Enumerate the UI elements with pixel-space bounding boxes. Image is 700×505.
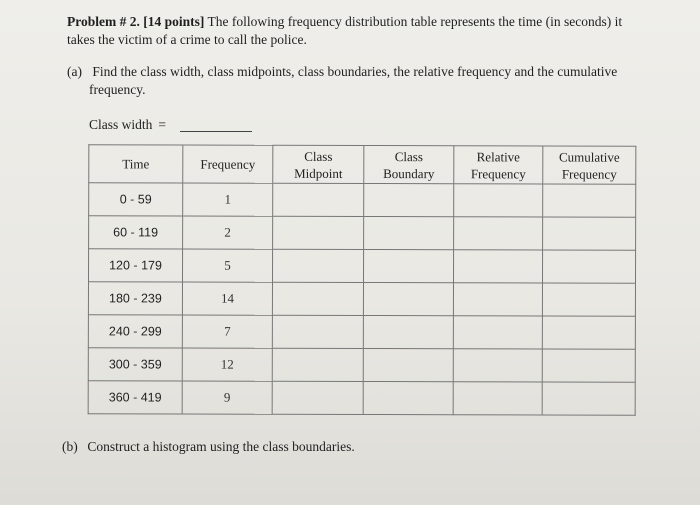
time-cell: 240 - 299	[88, 315, 182, 348]
relative-frequency-cell[interactable]	[453, 250, 542, 283]
column-header	[543, 146, 636, 184]
column-header	[273, 145, 364, 183]
column-header-line1: Cumulative	[558, 149, 620, 165]
column-header-line2: Frequency	[561, 166, 617, 182]
cumulative-frequency-cell[interactable]	[543, 217, 636, 250]
cumulative-frequency-cell[interactable]	[542, 250, 635, 283]
part-b-label: (b)	[62, 439, 78, 454]
problem-heading: Problem # 2. [14 points]	[67, 14, 205, 29]
class-midpoint-cell[interactable]	[272, 381, 363, 414]
table-row	[89, 183, 636, 217]
column-header	[183, 145, 273, 183]
relative-frequency-cell[interactable]	[454, 217, 543, 250]
frequency-cell: 12	[182, 348, 272, 381]
table-header-row	[89, 145, 636, 184]
part-b-instructions	[62, 438, 355, 456]
part-a-label: (a)	[67, 64, 82, 79]
part-b-text: Construct a histogram using the class boundaries.	[87, 439, 355, 454]
class-width-row	[89, 116, 252, 134]
class-boundary-cell[interactable]	[364, 184, 454, 217]
part-a-line1: Find the class width, class midpoints, class boundaries, the relative frequency and the cumulative	[92, 64, 618, 79]
frequency-cell: 1	[183, 183, 273, 216]
class-width-answer-blank[interactable]	[180, 119, 252, 132]
frequency-table	[88, 144, 637, 415]
cumulative-frequency-cell[interactable]	[542, 283, 635, 316]
column-header	[89, 145, 183, 183]
column-header-line1: Class	[304, 148, 333, 164]
class-boundary-cell[interactable]	[363, 316, 453, 349]
class-width-equals: =	[158, 117, 167, 132]
column-header-line1: Frequency	[200, 156, 256, 172]
class-midpoint-cell[interactable]	[272, 348, 363, 381]
class-boundary-cell[interactable]	[363, 283, 453, 316]
relative-frequency-cell[interactable]	[453, 382, 542, 415]
cumulative-frequency-cell[interactable]	[542, 316, 635, 349]
class-boundary-cell[interactable]	[363, 382, 453, 415]
column-header-line1: Time	[122, 156, 150, 172]
frequency-cell: 7	[182, 315, 272, 348]
frequency-cell: 2	[183, 216, 273, 249]
class-midpoint-cell[interactable]	[273, 216, 364, 249]
class-midpoint-cell[interactable]	[273, 183, 364, 216]
column-header-line1: Relative	[476, 148, 520, 164]
relative-frequency-cell[interactable]	[453, 283, 542, 316]
class-boundary-cell[interactable]	[363, 349, 453, 382]
time-cell: 60 - 119	[89, 216, 183, 249]
problem-text: The following frequency distribution table represents the time (in seconds) it takes the victim of a crime to call the police.	[67, 14, 623, 47]
frequency-cell: 9	[182, 381, 272, 414]
column-header-line2: Midpoint	[294, 165, 343, 181]
table-row	[89, 216, 636, 250]
relative-frequency-cell[interactable]	[453, 316, 542, 349]
column-header-line1: Class	[394, 148, 423, 164]
table-row	[88, 381, 635, 415]
cumulative-frequency-cell[interactable]	[542, 349, 635, 382]
table-body	[88, 183, 636, 415]
cumulative-frequency-cell[interactable]	[542, 382, 635, 415]
time-cell: 180 - 239	[88, 282, 182, 315]
table-row	[88, 249, 635, 283]
class-boundary-cell[interactable]	[364, 217, 454, 250]
relative-frequency-cell[interactable]	[454, 184, 543, 217]
frequency-cell: 5	[182, 249, 272, 282]
class-boundary-cell[interactable]	[363, 250, 453, 283]
part-a-instructions	[67, 63, 647, 99]
table-row	[88, 315, 635, 349]
part-a-line2: frequency.	[89, 82, 146, 97]
column-header-line2: Frequency	[470, 165, 526, 181]
class-midpoint-cell[interactable]	[272, 315, 363, 348]
problem-statement	[67, 13, 647, 49]
column-header	[454, 146, 543, 184]
column-header-line2: Boundary	[383, 165, 435, 181]
relative-frequency-cell[interactable]	[453, 349, 542, 382]
cumulative-frequency-cell[interactable]	[543, 184, 636, 217]
time-cell: 120 - 179	[88, 249, 182, 282]
time-cell: 300 - 359	[88, 348, 182, 381]
frequency-cell: 14	[182, 282, 272, 315]
class-midpoint-cell[interactable]	[272, 282, 363, 315]
time-cell: 0 - 59	[89, 183, 183, 216]
column-header	[364, 146, 454, 184]
table-row	[88, 348, 635, 382]
table-row	[88, 282, 635, 316]
class-width-label: Class width	[89, 117, 153, 132]
class-midpoint-cell[interactable]	[272, 249, 363, 282]
time-cell: 360 - 419	[88, 381, 182, 414]
